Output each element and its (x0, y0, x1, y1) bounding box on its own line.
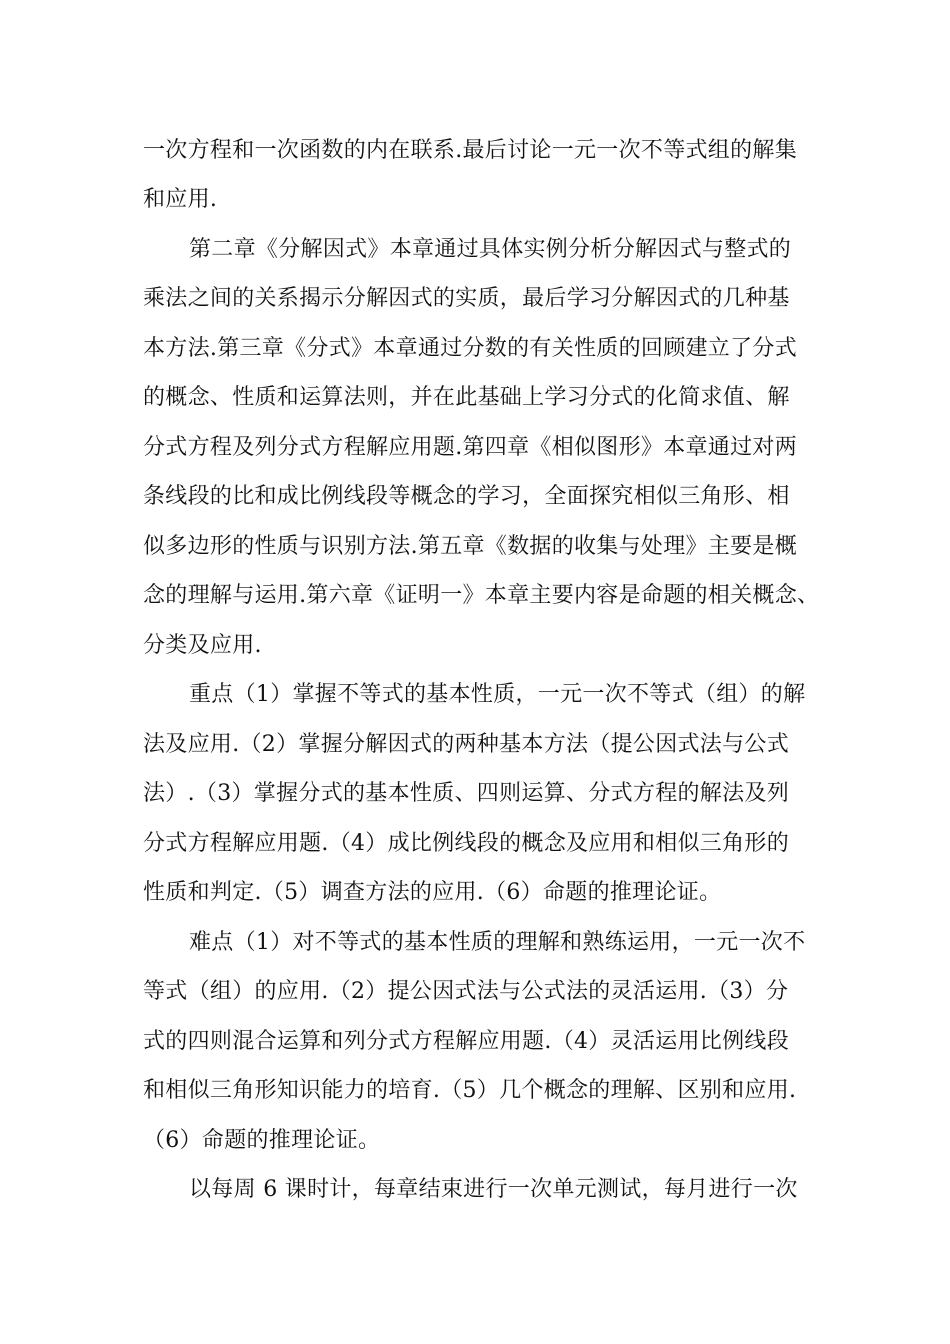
text-line-15: 分式方程解应用题.（4）成比例线段的概念及应用和相似三角形的 (143, 831, 789, 856)
paragraph-schedule-start: 以每周 6 课时计，每章结束进行一次单元测试，每月进行一次 (189, 1177, 798, 1202)
text-line-4: 乘法之间的关系揭示分解因式的实质，最后学习分解因式的几种基 (143, 286, 790, 311)
text-line-2: 和应用. (143, 187, 218, 212)
text-line-5: 本方法.第三章《分式》本章通过分数的有关性质的回顾建立了分式 (143, 336, 797, 361)
text-line-1: 一次方程和一次函数的内在联系.最后讨论一元一次不等式组的解集 (143, 138, 797, 163)
text-line-9: 似多边形的性质与识别方法.第五章《数据的收集与处理》主要是概 (143, 534, 797, 559)
paragraph-difficulties-start: 难点（1）对不等式的基本性质的理解和熟练运用，一元一次不 (189, 930, 806, 955)
text-line-6: 的概念、性质和运算法则，并在此基础上学习分式的化简求值、解 (143, 385, 790, 410)
text-line-10: 念的理解与运用.第六章《证明一》本章主要内容是命题的相关概念、 (143, 583, 820, 608)
text-line-11: 分类及应用. (143, 633, 262, 658)
text-line-14: 法）.（3）掌握分式的基本性质、四则运算、分式方程的解法及列 (143, 781, 789, 806)
text-line-21: （6）命题的推理论证。 (143, 1128, 381, 1153)
paragraph-chapters-start: 第二章《分解因式》本章通过具体实例分析分解因式与整式的 (189, 237, 792, 262)
text-line-19: 式的四则混合运算和列分式方程解应用题.（4）灵活运用比例线段 (143, 1029, 789, 1054)
text-line-18: 等式（组）的应用.（2）提公因式法与公式法的灵活运用.（3）分 (143, 979, 789, 1004)
text-line-16: 性质和判定.（5）调查方法的应用.（6）命题的推理论证。 (143, 880, 722, 905)
text-line-7: 分式方程及列分式方程解应用题.第四章《相似图形》本章通过对两 (143, 435, 797, 460)
text-line-8: 条线段的比和成比例线段等概念的学习，全面探究相似三角形、相 (143, 484, 790, 509)
text-line-20: 和相似三角形知识能力的培育.（5）几个概念的理解、区别和应用. (143, 1078, 797, 1103)
text-line-13: 法及应用.（2）掌握分解因式的两种基本方法（提公因式法与公式 (143, 732, 789, 757)
paragraph-key-points-start: 重点（1）掌握不等式的基本性质，一元一次不等式（组）的解 (189, 682, 806, 707)
